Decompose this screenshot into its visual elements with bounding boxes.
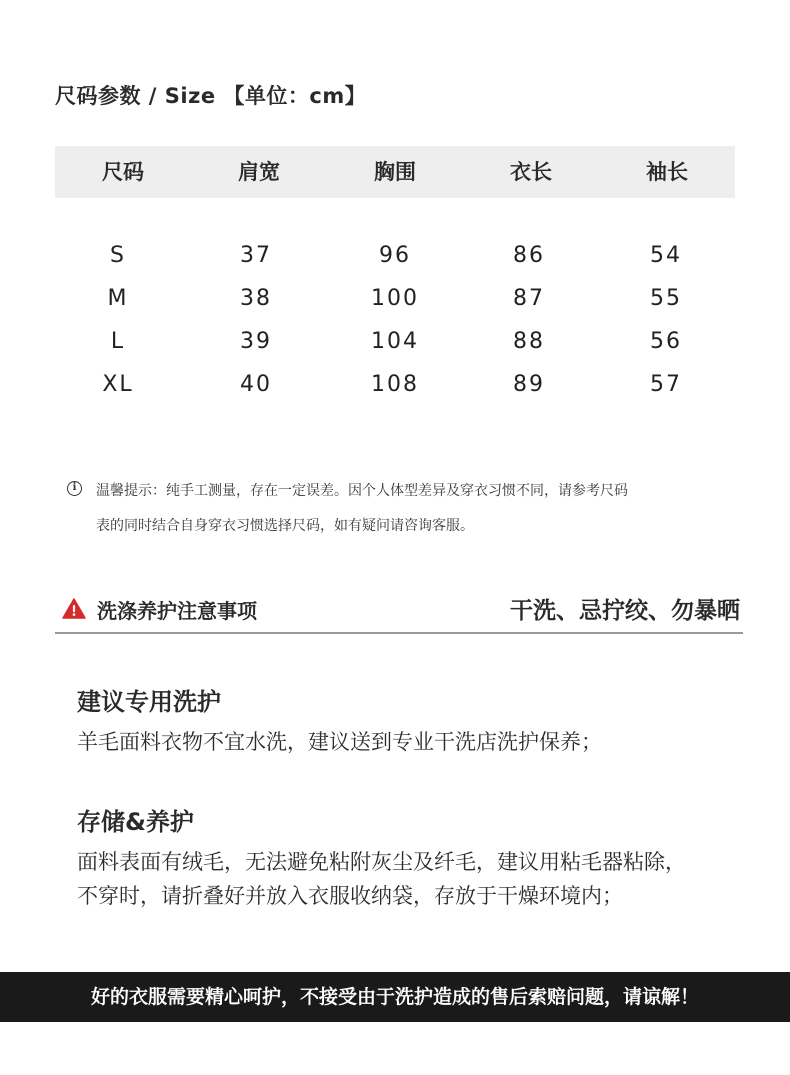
column-header-length: 衣长 <box>510 160 552 184</box>
care-subsection-title: 存储&养护 <box>77 808 194 836</box>
table-cell: 108 <box>371 372 419 397</box>
table-cell: 38 <box>240 286 272 311</box>
care-summary: 干洗、忌拧绞、勿暴晒 <box>510 598 740 624</box>
column-header-chest: 胸围 <box>374 160 416 184</box>
table-cell: M <box>107 286 129 311</box>
table-row <box>55 320 735 363</box>
care-subsection-text: 不穿时，请折叠好并放入衣服收纳袋，存放于干燥环境内； <box>77 884 623 908</box>
table-row <box>55 363 735 406</box>
table-cell: 100 <box>371 286 419 311</box>
table-cell: L <box>110 329 126 354</box>
care-divider <box>55 632 743 634</box>
table-cell: 40 <box>240 372 272 397</box>
care-subsection-title: 建议专用洗护 <box>77 688 221 716</box>
table-cell: 96 <box>379 243 411 268</box>
size-table-header <box>55 146 735 198</box>
warning-icon <box>62 598 86 619</box>
footer-text: 好的衣服需要精心呵护，不接受由于洗护造成的售后索赔问题，请谅解！ <box>90 986 699 1008</box>
table-cell: 37 <box>240 243 272 268</box>
size-table-body <box>55 234 735 406</box>
tip-text-line-1: 温馨提示：纯手工测量，存在一定误差。因个人体型差异及穿衣习惯不同，请参考尺码 <box>96 483 628 499</box>
table-row <box>55 234 735 277</box>
table-cell: S <box>110 243 126 268</box>
table-cell: 104 <box>371 329 419 354</box>
table-row <box>55 277 735 320</box>
table-cell: 88 <box>513 329 545 354</box>
care-section-title: 洗涤养护注意事项 <box>97 599 257 623</box>
table-cell: 55 <box>650 286 682 311</box>
tip-text-line-2: 表的同时结合自身穿衣习惯选择尺码，如有疑问请咨询客服。 <box>96 518 474 534</box>
info-icon: i <box>67 481 82 496</box>
column-header-size: 尺码 <box>102 160 144 184</box>
table-cell: 39 <box>240 329 272 354</box>
column-header-sleeve: 袖长 <box>646 160 688 184</box>
table-cell: 54 <box>650 243 682 268</box>
table-cell: 57 <box>650 372 682 397</box>
column-header-shoulder: 肩宽 <box>238 160 280 184</box>
size-section-heading: 尺码参数 / Size 【单位：cm】 <box>55 84 367 108</box>
table-cell: 56 <box>650 329 682 354</box>
table-cell: XL <box>102 372 134 397</box>
care-subsection-text: 羊毛面料衣物不宜水洗，建议送到专业干洗店洗护保养； <box>77 730 602 754</box>
table-cell: 89 <box>513 372 545 397</box>
footer-banner <box>0 972 790 1022</box>
table-cell: 87 <box>513 286 545 311</box>
care-subsection-text: 面料表面有绒毛，无法避免粘附灰尘及纤毛，建议用粘毛器粘除， <box>77 850 686 874</box>
table-cell: 86 <box>513 243 545 268</box>
